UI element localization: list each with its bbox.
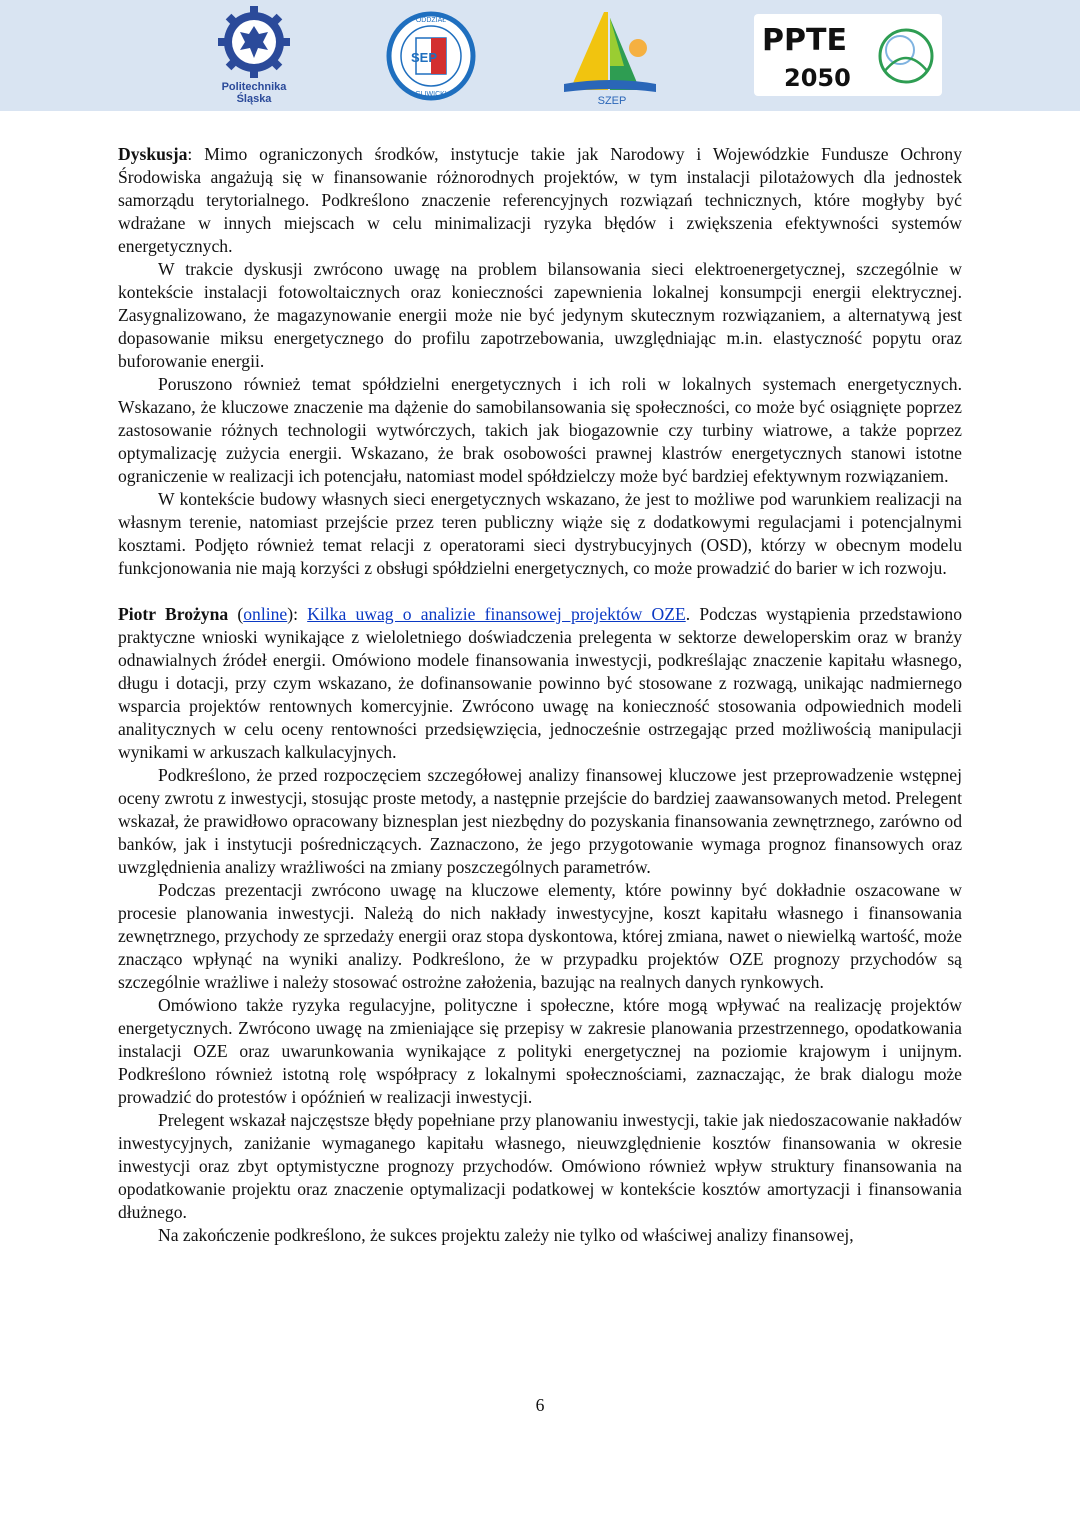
- talk-paragraph-5: Prelegent wskazał najczęstsze błędy popełniane przy planowaniu inwestycji, takie jak niedoszacowanie nakładów inwestycyjnych, zaniżanie wymaganego kapitału własnego, nieuwzględnienie kosztów finansowania w okresie inwestycji oraz zbyt optymistyczne prognozy przychodów. Omówiono również wpływ struktury finansowania na opodatkowanie projektu oraz znaczenie optymalizacji podatkowej w kontekście kosztów amortyzacji i finansowania dłużnego.: [118, 1110, 962, 1222]
- talk-paragraph-3: Podczas prezentacji zwrócono uwagę na kluczowe elementy, które powinny być dokładnie oszacowane w procesie planowania inwestycji. Należą do nich nakłady inwestycyjne, koszt kapitału własnego i finansowania zewnętrznego, przychody ze sprzedaży energii oraz stopa dyskontowa, której zmiana, nawet o niewielką wartość, może znacząco wpłynąć na wyniki analizy. Podkreślono, że w przypadku projektów OZE prognozy przychodów są szczególnie wrażliwe i należy stosować ostrożne założenia, bazując na realnych danych rynkowych.: [118, 880, 962, 992]
- sep-center: SEP: [410, 50, 438, 65]
- talk-text-1: . Podczas wystąpienia przedstawiono praktyczne wnioski wynikające z wieloletniego doświadczenia prelegenta w sektorze deweloperskim oraz w branży odnawialnych źródeł energii. Omówiono modele finansowania inwestycji, podkreślając znaczenie kapitału własnego, długu i dotacji, przy czym wskazano, że dofinansowanie powinno być stosowane z rozwagą, unikając nadmiernego wsparcia projektów rentownych komercyjnie. Zwrócono uwagę na konieczność stosowania odpowiednich modeli analitycznych w celu oceny rentowności przedsięwzięcia, jednocześnie ostrzegając przed możliwością manipulacji wynikami w arkuszach kalkulacyjnych.: [118, 604, 962, 762]
- politechnika-slaska-logo: [208, 6, 300, 106]
- ppte-line1: PPTE: [762, 23, 847, 58]
- section-spacer: [118, 580, 962, 603]
- speaker-name: Piotr Brożyna: [118, 604, 229, 624]
- page-number: 6: [535, 1395, 545, 1415]
- szep-text: SZEP: [597, 95, 627, 106]
- close-paren: ):: [287, 604, 308, 624]
- ppte-line2: 2050: [784, 64, 851, 92]
- talk-paragraph-4: Omówiono także ryzyka regulacyjne, polityczne i społeczne, które mogą wpływać na realizację projektów energetycznych. Zwrócono uwagę na zmieniające się przepisy w zakresie planowania przestrzennego, opodatkowania instalacji OZE oraz uwarunkowania wynikające z polityki energetycznej na poziomie krajowym i unijnym. Podkreślono również istotną rolę współpracy z lokalnymi społecznościami, zaznaczając, że brak dialogu może prowadzić do protestów i opóźnień w realizacji inwestycji.: [118, 995, 962, 1107]
- online-link[interactable]: online: [243, 604, 288, 624]
- szep-logo: [562, 6, 658, 106]
- talk-paragraph-2: Podkreślono, że przed rozpoczęciem szczegółowej analizy finansowej kluczowe jest przeprowadzenie wstępnej oceny zwrotu z inwestycji, stosując proste metody, a następnie przejście do bardziej zaawansowanych metod. Prelegent wskazał, że prawidłowo opracowany biznesplan jest niezbędny do pozyskania finansowania zewnętrznego, zarówno od banków, jak i instytucji pośredniczących. Zaznaczono, że jego przygotowanie wymaga prognoz finansowych oraz uwzględnienia analizy wrażliwości na zmiany poszczególnych parametrów.: [118, 765, 962, 877]
- sep-ring-top: ODDZIAŁ: [415, 17, 447, 24]
- document-body: [118, 143, 962, 1247]
- discussion-text-1: : Mimo ograniczonych środków, instytucje takie jak Narodowy i Wojewódzkie Fundusze Ochrony Środowiska angażują się w finansowanie różnorodnych projektów, w tym instalacji pilotażowych dla jednostek samorządu terytorialnego. Podkreślono znaczenie referencyjnych rozwiązań technicznych, które mogłyby być wdrażane w innych miejscach w celu minimalizacji ryzyka błędów i zwiększenia efektywności systemów energetycznych.: [118, 144, 962, 256]
- header-banner: [0, 0, 1080, 111]
- sep-ring-bottom: GLIWICKI: [415, 91, 447, 98]
- politechnika-line1: Politechnika: [221, 81, 287, 93]
- talk-paragraph-6: Na zakończenie podkreślono, że sukces projektu zależy nie tylko od właściwej analizy finansowej,: [158, 1225, 854, 1245]
- sep-logo: [386, 6, 476, 106]
- open-paren: (: [228, 604, 244, 624]
- discussion-paragraph-2: W trakcie dyskusji zwrócono uwagę na problem bilansowania sieci elektroenergetycznej, szczególnie w kontekście instalacji fotowoltaicznych oraz konieczności zapewnienia lokalnej konsumpcji energii elektrycznej. Zasygnalizowano, że magazynowanie energii może nie być jedynym skutecznym rozwiązaniem, a alternatywą jest dopasowanie miksu energetycznego do profilu zapotrzebowania, uwzględniając m.in. elastyczność popytu oraz buforowanie energii.: [118, 259, 962, 371]
- discussion-paragraph-3: Poruszono również temat spółdzielni energetycznych i ich roli w lokalnych systemach energetycznych. Wskazano, że kluczowe znaczenie ma dążenie do samobilansowania się społeczności, co może być osiągnięte poprzez zastosowanie różnych technologii wytwórczych, takich jak biogazownie czy turbiny wiatrowe, a także poprzez optymalizację zużycia energii. Wskazano, że brak osobowości prawnej klastrów energetycznych stanowi istotne ograniczenie w realizacji ich potencjału, natomiast model spółdzielczy może być bardziej efektywnym rozwiązaniem.: [118, 374, 962, 486]
- ppte-logo: [754, 14, 942, 96]
- discussion-paragraph-4: W kontekście budowy własnych sieci energetycznych wskazano, że jest to możliwe pod warunkiem realizacji na własnym terenie, natomiast przejście przez teren publiczny wiąże się z dodatkowymi regulacjami i potencjalnymi kosztami. Podjęto również temat relacji z operatorami sieci dystrybucyjnych (OSD), którzy w obecnym modelu funkcjonowania nie mają korzyści z obsługi spółdzielni energetycznych, co może prowadzić do barier w ich rozwoju.: [118, 489, 962, 578]
- talk-paragraph-1: [118, 603, 962, 764]
- politechnika-line2: Śląska: [236, 93, 272, 105]
- discussion-paragraph-1: [118, 143, 962, 258]
- discussion-label: Dyskusja: [118, 144, 188, 164]
- talk-title-link[interactable]: Kilka uwag o analizie finansowej projektów OZE: [307, 604, 686, 624]
